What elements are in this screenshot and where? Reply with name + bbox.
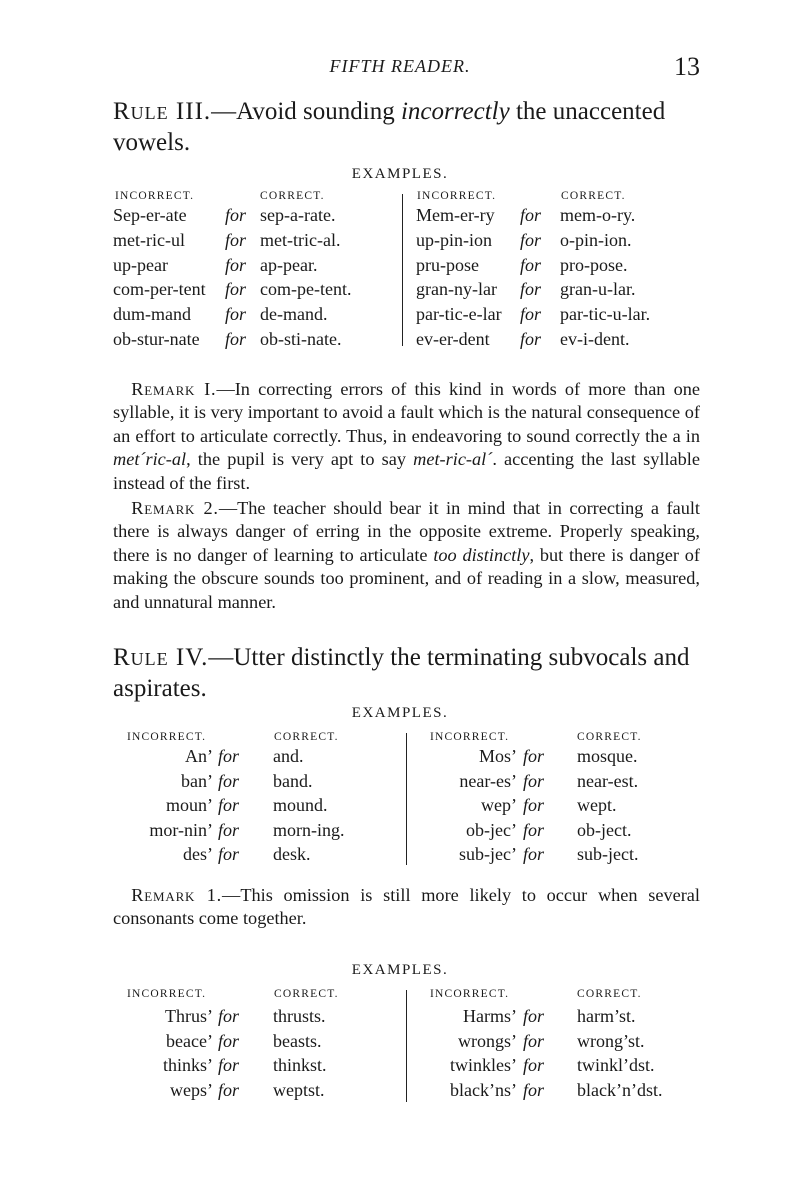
correct-word: ob-ject. — [577, 819, 632, 840]
for-word: for — [218, 770, 240, 791]
correct-word: wept. — [577, 795, 617, 815]
correct-word: gran-u-lar. — [560, 279, 636, 300]
correct-word: near-est. — [577, 770, 639, 791]
remark-i-text: , the pupil is very apt to say — [186, 449, 414, 470]
correct-word: sub-ject. — [577, 844, 639, 864]
incorrect-header: INCORRECT. — [115, 190, 195, 202]
rule-iii-examples-table — [113, 190, 703, 355]
for-word: for — [523, 795, 545, 815]
rule-iii-text-italic: incorrectly — [400, 98, 510, 125]
example-row — [113, 255, 703, 280]
for-word: for — [520, 229, 542, 250]
for-word: for — [218, 1055, 240, 1075]
rule-iii-label: Rule III. — [113, 98, 212, 125]
correct-word: de-mand. — [260, 304, 328, 325]
remark-i-italic-word: met´ric-al — [113, 449, 187, 470]
for-word: for — [523, 844, 545, 864]
example-row — [113, 1055, 703, 1080]
for-word: for — [523, 1030, 545, 1051]
correct-word: black’n’dst. — [577, 1079, 663, 1100]
correct-word: mound. — [273, 795, 328, 815]
example-row — [113, 844, 703, 869]
remark-1-paragraph — [113, 884, 700, 931]
correct-word: weptst. — [273, 1079, 325, 1100]
for-word: for — [225, 329, 247, 349]
incorrect-word: com-per-tent — [113, 279, 206, 300]
incorrect-word: weps’ — [170, 1079, 213, 1100]
remark-i-italic-word: met-ric-al´ — [413, 449, 493, 470]
incorrect-word: up-pin-ion — [416, 229, 492, 250]
incorrect-header: INCORRECT. — [430, 731, 510, 743]
incorrect-header: INCORRECT. — [430, 988, 510, 1000]
for-word: for — [218, 1030, 240, 1051]
correct-word: band. — [273, 770, 313, 791]
incorrect-word: An’ — [185, 746, 213, 766]
remark-i-paragraph — [113, 378, 700, 493]
for-word: for — [523, 1006, 545, 1026]
example-row — [113, 795, 703, 820]
for-word: for — [218, 844, 240, 864]
incorrect-word: moun’ — [166, 795, 213, 815]
correct-word: mosque. — [577, 746, 638, 766]
for-word: for — [218, 819, 240, 840]
correct-word: o-pin-ion. — [560, 229, 632, 250]
rule-iii-heading — [113, 96, 703, 158]
correct-word: desk. — [273, 844, 311, 864]
incorrect-word: pru-pose — [416, 254, 479, 275]
example-row — [113, 230, 703, 255]
correct-word: ap-pear. — [260, 254, 318, 275]
remark-2-label: Remark 2. — [131, 498, 219, 518]
incorrect-word: up-pear — [113, 254, 168, 275]
example-row — [113, 746, 703, 771]
incorrect-word: wep’ — [481, 795, 517, 815]
for-word: for — [218, 795, 240, 815]
for-word: for — [520, 205, 542, 225]
incorrect-word: des’ — [183, 844, 213, 864]
correct-word: par-tic-u-lar. — [560, 304, 651, 325]
for-word: for — [523, 1055, 545, 1075]
for-word: for — [523, 746, 545, 766]
for-word: for — [520, 254, 542, 275]
correct-word: sep-a-rate. — [260, 205, 336, 225]
final-examples-table — [113, 988, 703, 1108]
correct-word: pro-pose. — [560, 254, 628, 275]
incorrect-word: ev-er-dent — [416, 329, 490, 349]
correct-word: beasts. — [273, 1030, 322, 1051]
incorrect-header: INCORRECT. — [417, 190, 497, 202]
rule-iv-label: Rule IV. — [113, 644, 209, 671]
correct-header: CORRECT. — [274, 731, 339, 743]
examples-label: EXAMPLES. — [351, 962, 449, 978]
incorrect-header: INCORRECT. — [127, 731, 207, 743]
for-word: for — [225, 279, 247, 300]
running-header: FIFTH READER. — [329, 56, 471, 76]
remark-i-label: Remark I. — [131, 379, 217, 399]
examples-label: EXAMPLES. — [351, 705, 449, 721]
example-row — [113, 1031, 703, 1056]
for-word: for — [218, 746, 240, 766]
correct-word: mem-o-ry. — [560, 205, 636, 225]
rule-iv-examples-table — [113, 731, 703, 871]
example-row — [113, 205, 703, 230]
incorrect-word: met-ric-ul — [113, 229, 185, 250]
rule-iv-text: —Utter distinctly the terminating subvocals and aspirates. — [113, 644, 690, 702]
incorrect-word: Thrus’ — [165, 1006, 213, 1026]
for-word: for — [218, 1006, 240, 1026]
incorrect-word: Mos’ — [478, 746, 517, 766]
remark-2-text: , but there is danger of making the obscure sounds too prominent, and of reading in a slow, measured, and unnatural manner. — [113, 544, 700, 612]
remark-1-label: Remark 1. — [131, 885, 223, 905]
correct-word: com-pe-tent. — [260, 279, 352, 300]
correct-word: ob-sti-nate. — [260, 329, 342, 349]
example-row — [113, 304, 703, 329]
remark-2-italic-phrase: too distinctly — [433, 544, 530, 565]
incorrect-word: dum-mand — [113, 304, 191, 325]
incorrect-word: Sep-er-ate — [113, 205, 187, 225]
for-word: for — [225, 229, 247, 250]
correct-word: met-tric-al. — [260, 229, 341, 250]
incorrect-word: gran-ny-lar — [416, 279, 497, 300]
examples-label: EXAMPLES. — [351, 166, 449, 182]
incorrect-word: beace’ — [166, 1030, 213, 1051]
for-word: for — [225, 304, 247, 325]
remark-i-text: . accenting the last syllable instead of the first. — [113, 449, 700, 493]
incorrect-word: ob-stur-nate — [113, 329, 200, 349]
example-row — [113, 820, 703, 845]
incorrect-word: thinks’ — [162, 1055, 213, 1075]
for-word: for — [225, 254, 247, 275]
correct-header: CORRECT. — [561, 190, 626, 202]
incorrect-header: INCORRECT. — [127, 988, 207, 1000]
for-word: for — [218, 1079, 240, 1100]
remark-2-paragraph — [113, 497, 700, 614]
incorrect-word: black’ns’ — [450, 1079, 517, 1100]
remark-1-text: —This omission is still more likely to occur when several consonants come together. — [113, 885, 700, 929]
correct-header: CORRECT. — [577, 731, 642, 743]
example-row — [113, 771, 703, 796]
example-row — [113, 279, 703, 304]
correct-word: wrong’st. — [577, 1030, 645, 1051]
correct-word: thinkst. — [273, 1055, 327, 1075]
correct-header: CORRECT. — [577, 988, 642, 1000]
for-word: for — [523, 819, 545, 840]
page-number: 13 — [674, 52, 700, 81]
rule-iii-text-before: —Avoid sounding — [211, 98, 401, 125]
incorrect-word: near-es’ — [459, 770, 517, 791]
for-word: for — [225, 205, 247, 225]
for-word: for — [520, 304, 542, 325]
correct-word: twinkl’dst. — [577, 1055, 655, 1075]
correct-header: CORRECT. — [260, 190, 325, 202]
incorrect-word: wrongs’ — [458, 1030, 517, 1051]
correct-word: morn-ing. — [273, 819, 345, 840]
incorrect-word: Harms’ — [463, 1006, 517, 1026]
remark-2-text: —The teacher should bear it in mind that in correcting a fault there is always danger of erring in the opposite extreme. Properly speaking, there is no danger of learning to articulate — [113, 498, 700, 565]
incorrect-word: twinkles’ — [450, 1055, 517, 1075]
for-word: for — [520, 329, 542, 349]
rule-iv-heading — [113, 642, 703, 704]
correct-word: ev-i-dent. — [560, 329, 630, 349]
remark-i-text: —In correcting errors of this kind in words of more than one syllable, it is very important to avoid a fault which is the natural consequence of an effort to articulate correctly. Thus, in endeavoring to sound correctly the a in — [113, 379, 700, 446]
for-word: for — [520, 279, 542, 300]
incorrect-word: ob-jec’ — [466, 819, 517, 840]
correct-word: and. — [273, 746, 304, 766]
rule-iii-text-after: the unaccented vowels. — [113, 98, 666, 156]
incorrect-word: ban’ — [181, 770, 213, 791]
correct-header: CORRECT. — [274, 988, 339, 1000]
example-row — [113, 329, 703, 354]
example-row — [113, 1006, 703, 1031]
incorrect-word: mor-nin’ — [149, 819, 213, 840]
incorrect-word: sub-jec’ — [459, 844, 517, 864]
incorrect-word: par-tic-e-lar — [416, 304, 502, 325]
incorrect-word: Mem-er-ry — [416, 205, 495, 225]
for-word: for — [523, 770, 545, 791]
for-word: for — [523, 1079, 545, 1100]
example-row — [113, 1080, 703, 1105]
correct-word: harm’st. — [577, 1006, 636, 1026]
correct-word: thrusts. — [273, 1006, 326, 1026]
